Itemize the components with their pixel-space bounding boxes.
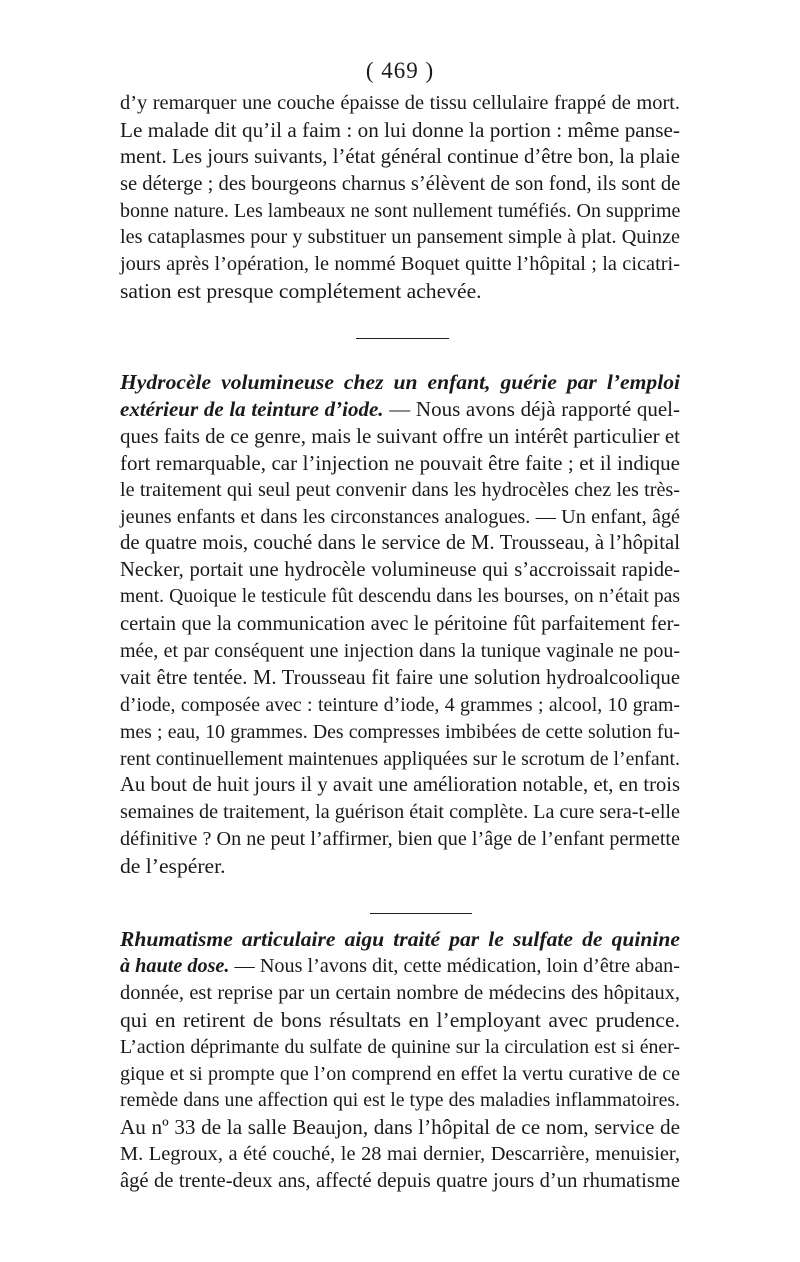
- text-line: âgé de trente-deux ans, affecté depuis quatre jours d’un rhumatisme: [120, 1170, 680, 1193]
- text-line: se déterge ; des bourgeons charnus s’élèvent de son fond, ils sont de: [120, 172, 681, 195]
- text-line: mée, et par conséquent une injection dans la tunique vaginale ne pou-: [120, 640, 680, 663]
- text-line: Au bout de huit jours il y avait une amélioration notable, et, en trois: [120, 774, 680, 797]
- text-line: Au nº 33 de la salle Beaujon, dans l’hôpital de ce nom, service de: [120, 1115, 680, 1140]
- text-line: définitive ? On ne peut l’affirmer, bien que l’âge de l’enfant permette: [120, 828, 680, 851]
- text-line: ment. Les jours suivants, l’état général continue d’être bon, la plaie: [120, 144, 680, 168]
- text-line: fort remarquable, car l’injection ne pouvait être faite ; et il indique: [120, 450, 680, 475]
- paragraph-rhumatisme: [120, 926, 680, 1195]
- text-line: remède dans une affection qui est le type des maladies inflammatoires.: [120, 1089, 680, 1112]
- section-title: Rhumatisme articulaire aigu traité par le sulfate de quinine: [120, 927, 680, 952]
- text-line: jeunes enfants et dans les circonstances analogues. — Un enfant, âgé: [120, 505, 680, 528]
- paragraph-opening: [120, 90, 680, 305]
- text-line: donnée, est reprise par un certain nombre de médecins des hôpitaux,: [120, 981, 680, 1004]
- text-run: — Nous l’avons dit, cette médication, loin d’être aban-: [229, 954, 680, 977]
- body-text: [120, 90, 680, 1195]
- text-line: sation est presque complétement achevée.: [120, 279, 482, 304]
- paragraph-hydrocele: [120, 369, 680, 880]
- text-line: rent continuellement maintenues appliquées sur le scrotum de l’enfant.: [120, 747, 680, 770]
- section-divider: [356, 338, 449, 339]
- text-line: de l’espérer.: [120, 854, 226, 879]
- text-line: [120, 953, 680, 980]
- section-title-continued: à haute dose.: [120, 954, 230, 977]
- text-line: jours après l’opération, le nommé Boquet quitte l’hôpital ; la cicatri-: [120, 253, 680, 276]
- text-line: vait être tentée. M. Trousseau fit faire une solution hydroalcoolique: [120, 666, 680, 689]
- text-line: bonne nature. Les lambeaux ne sont nullement tuméfiés. On supprime: [120, 199, 681, 222]
- text-line: de quatre mois, couché dans le service de M. Trousseau, à l’hôpital: [120, 531, 680, 555]
- text-line: ment. Quoique le testicule fût descendu dans les bourses, on n’était pas: [120, 586, 680, 608]
- section-title: Hydrocèle volumineuse chez un enfant, guérie par l’emploi: [120, 370, 680, 395]
- section-title-continued: extérieur de la teinture d’iode.: [120, 397, 384, 422]
- section-divider: [370, 913, 472, 914]
- page-number: ( 469 ): [365, 58, 435, 83]
- text-line: M. Legroux, a été couché, le 28 mai dernier, Descarrière, menuisier,: [120, 1143, 680, 1166]
- text-line: certain que la communication avec le péritoine fût parfaitement fer-: [120, 613, 680, 636]
- text-line: les cataplasmes pour y substituer un pansement simple à plat. Quinze: [120, 226, 680, 249]
- text-line: [120, 396, 680, 423]
- text-line: Necker, portait une hydrocèle volumineuse qui s’accroissait rapide-: [120, 559, 680, 582]
- text-line: Le malade dit qu’il a faim : on lui donne la portion : même panse-: [120, 117, 680, 142]
- text-line: le traitement qui seul peut convenir dans les hydrocèles chez les très-: [120, 478, 680, 501]
- text-line: semaines de traitement, la guérison était complète. La cure sera-t-elle: [120, 801, 680, 824]
- text-line: L’action déprimante du sulfate de quinine sur la circulation est si éner-: [120, 1035, 680, 1058]
- text-line: gique et si prompte que l’on comprend en effet la vertu curative de ce: [120, 1062, 680, 1085]
- text-line: ques faits de ce genre, mais le suivant offre un intérêt particulier et: [120, 423, 680, 448]
- text-line: qui en retirent de bons résultats en l’employant avec prudence.: [120, 1007, 680, 1032]
- text-line: mes ; eau, 10 grammes. Des compresses imbibées de cette solution fu-: [120, 720, 680, 743]
- text-line: d’iode, composée avec : teinture d’iode, 4 grammes ; alcool, 10 gram-: [120, 693, 680, 716]
- text-run: — Nous avons déjà rapporté quel-: [383, 397, 680, 422]
- text-line: d’y remarquer une couche épaisse de tissu cellulaire frappé de mort.: [120, 92, 680, 114]
